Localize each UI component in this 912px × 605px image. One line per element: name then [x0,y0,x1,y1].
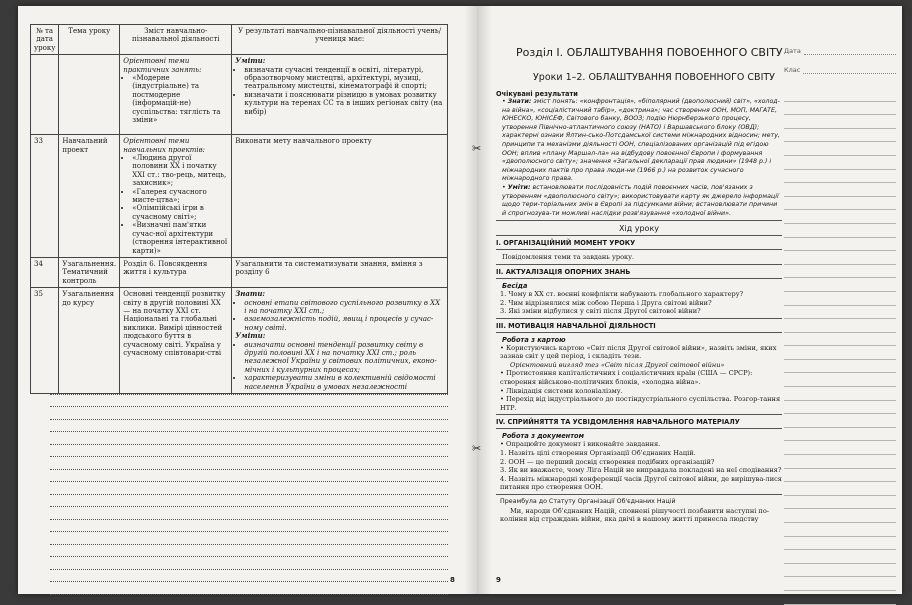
lesson-title: Уроки 1–2. ОБЛАШТУВАННЯ ПОВОЕННОГО СВІТУ [533,72,775,83]
col-header-results: У результаті навчально-пізнавальної діяльності учень/учениця має: [232,25,448,55]
right-page [472,6,902,594]
scissors-icon: ✂ [472,442,482,455]
lesson-flow-heading: Хід уроку [618,224,660,234]
section-title: Розділ І. ОБЛАШТУВАННЯ ПОВОЕННОГО СВІТУ [516,46,783,59]
margin-ruled-lines[interactable] [784,88,896,605]
table-row: 33 Навчальний проект Орієнтовні теми навчальних проектів: • «Людина другої половини XX і початку XXI ст.: тво-рець, митець, захисник»; • «Галерея сучасного мисте-цтва»; • «Олімпійські ігри в сучасному світі»; • «Визначні пам'ятки сучас-ної архітектури (створення інтерактивної карти)» Виконати мету навчального проекту [31,135,448,258]
lesson-body: Очікувані результати • Знати: зміст понять: «конфронтація», «біполярний (двополюсний) світ», «холод-на війна», «соціалістичний табір», «доктрина»; час створення ООН, МОП, МАГАТЕ, ЮНЕСКО, ЮНІСЕФ, Світового банку, ВООЗ; подію Нюрнберзького процесу, утворення Північно-атлантичного союзу (НАТО) і Варшавського блоку (ОВД); характерні ознаки Ялтин-сько-Потсдамської системи міжнародних відносин; мету, принципи та механізми діяльності ООН, спеціалізованих організацій під егідою ООН; вплив «плану Маршал-ла» на відбудову повоєнної Європи і формування «двополюсного світу»; значення «Загальної декларації прав людини» (1948 р.) і міжнародних пактів про права люди-ни (1966 р.) на розвиток сучасного міжнародного права. • Уміти: встановлювати послідовність подій повоєнних часів, пов'язаних з утворенням «двополюсного світу»; використовувати карту як джерело інформації щодо тери-торіальних змін в Європі за підсумками війни; встановлювати причини й спрогнозува-ти можливі наслідки розв'язування «холодної війни». Хід уроку I. ОРГАНІЗАЦІЙНИЙ МОМЕНТ УРОКУ Повідомлення теми та завдань уроку. II. АКТУАЛІЗАЦІЯ ОПОРНИХ ЗНАНЬ Бесіда 1. Чому в XX ст. воєнні конфлікти набувають глобального характеру? 2. Чим відрізнялися між собою Перша і Друга світові війни? 3. Які зміни відбулися у світі після Другої світової війни? III. МОТИВАЦІЯ НАВЧАЛЬНОЇ ДІЯЛЬНОСТІ Робота з картою • Користуючись картою «Світ після Другої світової війни», назвіть зміни, яких зазнав світ у цей період, і складіть тези. Орієнтовний вигляд тез «Світ після Другої світової війни» • Протистояння капіталістичних і соціалістичних країн (США — СРСР): створення військово-політичних блоків, «холодна війна». • Ліквідація системи колоніалізму. • Перехід від індустріального до постіндустріального суспільства. Розгор-тання НТР. IV. СПРИЙНЯТТЯ ТА УСВІДОМЛЕННЯ НАВЧАЛЬНОГО МАТЕРІАЛУ Робота з документом • Опрацюйте документ і виконайте завдання. 1. Назвіть цілі створення Організації Об'єднаних Націй. 2. ООН — це перший досвід створення подібних організацій? 3. Як ви вважаєте, чому Ліга Націй не виправдала покладені на неї сподівання? 4. Назвіть міжнародні конференції часів Другої світової війни, де вирішува-лися питання про створення ООН. Преамбула до Статуту Організації Об'єднаних Націй Ми, народи Об'єднаних Націй, сповнені рішучості позбавити наступні по-коління від страждань війни, яка двічі в нашому житті принесла людству [496,90,782,524]
table-row: 34 Узагальнення. Тематичний контроль Розділ 6. Повсякдення життя і культура Узагальнити та систематизувати знання, вміння з розділу 6 [31,257,448,287]
date-class-fields [784,42,896,74]
class-field[interactable]: Клас [784,61,896,74]
col-header-number: № та дата уроку [31,25,59,55]
page-number-left: 8 [450,576,455,584]
workbook-spread [18,6,902,594]
date-field[interactable]: Дата [784,42,896,55]
table-row: 35 Узагальнення до курсу Основні тенденції розвитку світу в другій половині XX — на початку XXI ст. Національні та глобальні виклики. Вимірі цінностей людського буття в сучасному світі. Україна у сучасному співтовари-стві Знати: • основні етапи світового суспільного розвитку в XX і на початку XXI ст.; • взаємозалежність подій, явищ і процесів у сучас-ному світі. Уміти: • визначати основні тенденції розвитку світу в другій половині XX і на початку XXI ст.; роль незалежної України у світових політичних, еконо-мічних і культурних процесах; • характеризувати зміни в колективній свідомості населення України в умовах незалежності [31,288,448,394]
content-cell: Орієнтовні теми практичних занять: • «Модерне (індустріальне) та постмодерне (інформацій-не) суспільства: тяглість та зміни» [120,55,232,135]
results-cell: Уміти: • визначати сучасні тенденції в освіті, літературі, образотворчому мистецтві, архітектурі, музиці, театральному мистецтві, кінематографі й спорті; • визначати і пояснювати різницю в умовах розвитку культури на теренах СС та в інших регіонах світу (на вибір) [232,55,448,135]
table-header-row [31,25,448,55]
scissors-icon: ✂ [472,142,482,155]
lesson-plan-table [30,24,448,394]
col-header-content: Зміст навчально-пізнавальної діяльності [120,25,232,55]
col-header-topic: Тема уроку [59,25,120,55]
notes-dotted-lines[interactable] [50,382,448,595]
table-row [31,55,448,135]
page-number-right: 9 [496,576,501,584]
left-page [18,6,468,594]
